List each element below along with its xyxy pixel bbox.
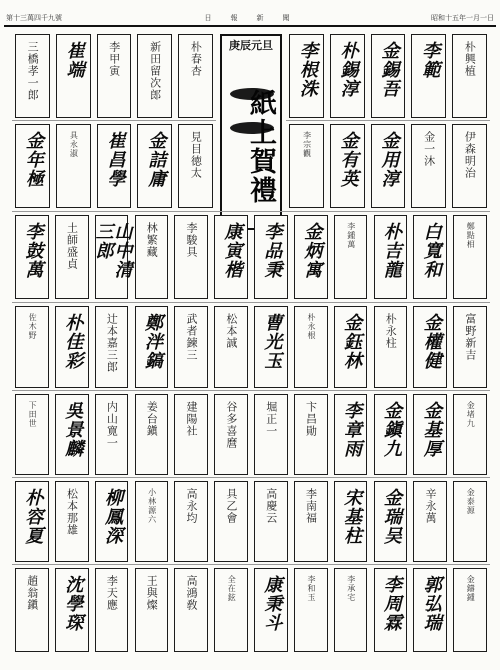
greeting-card bbox=[374, 568, 408, 652]
card-name: 朴佳彩 bbox=[62, 313, 84, 370]
card-name: 具乙會 bbox=[224, 488, 238, 524]
greeting-card bbox=[452, 124, 487, 208]
card-name: 王與燦 bbox=[145, 575, 159, 611]
row-divider bbox=[12, 477, 490, 478]
card-name: 辛永萬 bbox=[424, 488, 438, 524]
card-name: 林繁藏 bbox=[145, 222, 159, 258]
greeting-card bbox=[453, 568, 487, 652]
card-name: 金堵九 bbox=[466, 401, 476, 428]
card-name: 具永淑 bbox=[69, 131, 79, 158]
card-name: 高慶云 bbox=[264, 488, 278, 524]
card-name: 李甲寅 bbox=[107, 41, 121, 77]
card-name: 康寅楷 bbox=[221, 222, 243, 279]
card-name: 富野新吉 bbox=[463, 313, 477, 361]
greeting-card bbox=[92, 215, 133, 299]
card-name: 下田世 bbox=[28, 401, 38, 428]
greeting-card bbox=[453, 215, 487, 299]
card-name: 李章雨 bbox=[341, 401, 363, 458]
greeting-card bbox=[413, 215, 447, 299]
greeting-card bbox=[254, 568, 288, 652]
card-name: 松本那雄 bbox=[65, 488, 79, 536]
greeting-card bbox=[214, 215, 248, 299]
card-name: 崔端 bbox=[63, 41, 85, 79]
greeting-card bbox=[334, 568, 368, 652]
issue-number: 第十三萬四千九號 bbox=[6, 14, 62, 22]
greeting-card bbox=[374, 215, 408, 299]
issue-date: 昭和十五年一月一日 bbox=[431, 14, 494, 22]
greeting-card bbox=[214, 481, 248, 562]
row-divider bbox=[12, 564, 490, 565]
greeting-card bbox=[55, 394, 89, 475]
greeting-card bbox=[330, 124, 365, 208]
card-name: 松本誠 bbox=[224, 313, 238, 349]
greeting-card bbox=[135, 394, 169, 475]
greeting-card bbox=[374, 394, 408, 475]
greeting-card bbox=[15, 481, 49, 562]
title-main: 紙上賀禮 bbox=[245, 89, 276, 205]
greeting-card bbox=[254, 481, 288, 562]
greeting-card bbox=[95, 394, 129, 475]
greeting-card bbox=[174, 568, 208, 652]
greeting-card bbox=[411, 124, 446, 208]
greeting-card bbox=[174, 306, 208, 388]
card-name: 吳景麟 bbox=[62, 401, 84, 458]
greeting-card bbox=[95, 568, 129, 652]
greeting-card bbox=[334, 215, 368, 299]
greeting-card bbox=[174, 394, 208, 475]
greeting-card-grid bbox=[12, 28, 490, 658]
card-name: 李鼓萬 bbox=[22, 222, 44, 279]
greeting-card bbox=[294, 306, 328, 388]
greeting-card bbox=[411, 34, 446, 118]
card-name: 李和玉 bbox=[306, 575, 316, 602]
greeting-card bbox=[15, 306, 49, 388]
greeting-card bbox=[289, 124, 324, 208]
title-card bbox=[220, 34, 282, 230]
card-name: 姜台鎭 bbox=[145, 401, 159, 437]
greeting-card bbox=[214, 306, 248, 388]
greeting-card bbox=[56, 124, 91, 208]
card-name: 曹光玉 bbox=[261, 313, 283, 370]
card-name: 朴春杏 bbox=[189, 41, 203, 77]
card-name: 沈學琛 bbox=[62, 575, 84, 632]
card-name: 李根洙 bbox=[296, 41, 318, 98]
greeting-card bbox=[15, 215, 49, 299]
card-name: 小林源六 bbox=[147, 488, 157, 524]
card-name: 李承宅 bbox=[346, 575, 356, 602]
row-divider bbox=[286, 120, 490, 121]
greeting-card bbox=[413, 568, 447, 652]
card-name: 朴興植 bbox=[463, 41, 477, 77]
row-divider bbox=[12, 390, 490, 391]
card-name: 見目徳太 bbox=[189, 131, 203, 179]
greeting-card bbox=[137, 124, 172, 208]
greeting-card bbox=[135, 481, 169, 562]
card-name: 金詰庸 bbox=[145, 131, 167, 188]
greeting-card bbox=[214, 394, 248, 475]
greeting-card bbox=[294, 394, 328, 475]
card-name: 朴吉龍 bbox=[380, 222, 402, 279]
greeting-card bbox=[452, 34, 487, 118]
greeting-card bbox=[135, 306, 169, 388]
card-name: 金錫吾 bbox=[378, 41, 400, 98]
greeting-card bbox=[453, 394, 487, 475]
greeting-card bbox=[334, 306, 368, 388]
card-name: 佐木野 bbox=[28, 313, 38, 340]
greeting-card bbox=[289, 34, 324, 118]
card-name: 朴永根 bbox=[306, 313, 316, 340]
card-name: 朴永柱 bbox=[384, 313, 398, 349]
card-name: 柳鳳深 bbox=[102, 488, 124, 545]
greeting-card bbox=[294, 215, 328, 299]
greeting-card bbox=[55, 215, 89, 299]
card-name: 朴錫淳 bbox=[337, 41, 359, 98]
greeting-card bbox=[174, 481, 208, 562]
greeting-card bbox=[294, 568, 328, 652]
card-name: 鄭泮鎬 bbox=[141, 313, 163, 370]
card-name: 金泰源 bbox=[466, 488, 476, 515]
greeting-card bbox=[137, 34, 172, 118]
card-name: 金瑞吴 bbox=[380, 488, 402, 545]
card-name: 金炳寓 bbox=[301, 222, 323, 279]
card-name: 辻本嘉三郎 bbox=[105, 313, 119, 373]
greeting-card bbox=[214, 568, 248, 652]
greeting-card bbox=[254, 306, 288, 388]
greeting-card bbox=[55, 568, 89, 652]
greeting-card bbox=[55, 306, 89, 388]
card-name: 谷多喜麿 bbox=[224, 401, 238, 449]
greeting-card bbox=[254, 394, 288, 475]
masthead-rule bbox=[4, 25, 496, 27]
card-name: 内山寛一 bbox=[105, 401, 119, 449]
greeting-card bbox=[371, 34, 406, 118]
greeting-card bbox=[15, 34, 50, 118]
greeting-card bbox=[254, 215, 288, 299]
greeting-card bbox=[135, 568, 169, 652]
greeting-card bbox=[374, 306, 408, 388]
greeting-card bbox=[15, 124, 50, 208]
greeting-card bbox=[413, 481, 447, 562]
card-name: 三橋孝一郎 bbox=[26, 41, 40, 101]
card-name: 金用淳 bbox=[378, 131, 400, 188]
card-name: 趙翁鎭 bbox=[25, 575, 39, 611]
card-name: 金鑄鍾 bbox=[466, 575, 476, 602]
row-divider bbox=[12, 120, 216, 121]
card-name: 高永均 bbox=[185, 488, 199, 524]
card-name: 李鍾萬 bbox=[346, 222, 356, 249]
card-name: 郭弘瑞 bbox=[420, 575, 442, 632]
greeting-card bbox=[56, 34, 91, 118]
greeting-card bbox=[178, 34, 213, 118]
card-name: 李天應 bbox=[105, 575, 119, 611]
card-name: 高鴻敎 bbox=[185, 575, 199, 611]
greeting-card bbox=[371, 124, 406, 208]
row-divider bbox=[12, 302, 490, 303]
greeting-card bbox=[15, 568, 49, 652]
greeting-card bbox=[95, 481, 129, 562]
greeting-card bbox=[55, 481, 89, 562]
card-name: 李駿具 bbox=[185, 222, 199, 258]
card-name: 金年極 bbox=[22, 131, 44, 188]
card-name: 金有英 bbox=[337, 131, 359, 188]
card-name: 伊森明治 bbox=[463, 131, 477, 179]
greeting-card bbox=[374, 481, 408, 562]
card-name: 康秉斗 bbox=[261, 575, 283, 632]
greeting-card bbox=[97, 124, 132, 208]
card-name: 全在鉉 bbox=[227, 575, 237, 602]
greeting-card bbox=[135, 215, 169, 299]
card-name: 李周霖 bbox=[380, 575, 402, 632]
card-name: 白寬和 bbox=[420, 222, 442, 279]
greeting-card bbox=[453, 481, 487, 562]
card-name: 李南福 bbox=[304, 488, 318, 524]
card-name: 土師盛貞 bbox=[65, 222, 79, 270]
greeting-card bbox=[178, 124, 213, 208]
greeting-card bbox=[334, 394, 368, 475]
title-subheading: 庚辰元旦 bbox=[229, 39, 273, 52]
greeting-card bbox=[330, 34, 365, 118]
greeting-card bbox=[453, 306, 487, 388]
greeting-card bbox=[413, 394, 447, 475]
card-name: 金一沐 bbox=[422, 131, 436, 167]
greeting-card bbox=[174, 215, 208, 299]
greeting-card bbox=[97, 34, 132, 118]
greeting-card bbox=[294, 481, 328, 562]
card-name: 崔昌學 bbox=[104, 131, 126, 188]
card-name: 金權健 bbox=[420, 313, 442, 370]
card-name: 李品秉 bbox=[261, 222, 283, 279]
card-name: 金基厚 bbox=[420, 401, 442, 458]
row-divider bbox=[12, 211, 490, 212]
card-name: 堀正一 bbox=[264, 401, 278, 437]
card-name: 李範 bbox=[419, 41, 441, 79]
card-name: 李宗觀 bbox=[302, 131, 312, 158]
greeting-card bbox=[413, 306, 447, 388]
card-name: 鄭點相 bbox=[466, 222, 476, 249]
greeting-card bbox=[15, 394, 49, 475]
greeting-card bbox=[95, 306, 129, 388]
card-name: 金鈺林 bbox=[341, 313, 363, 370]
card-name: 金鎭九 bbox=[380, 401, 402, 458]
card-name: 朴容夏 bbox=[22, 488, 44, 545]
card-name: 卞昌勛 bbox=[304, 401, 318, 437]
newspaper-name: 日 報 新 聞 bbox=[204, 14, 296, 22]
card-name: 宋基柱 bbox=[341, 488, 363, 545]
card-name: 武者鍊三 bbox=[185, 313, 199, 361]
card-name: 新田留次郎 bbox=[148, 41, 162, 101]
greeting-card bbox=[334, 481, 368, 562]
card-name: 建陽社 bbox=[185, 401, 199, 437]
card-name: 山中清三郎 bbox=[92, 222, 133, 279]
